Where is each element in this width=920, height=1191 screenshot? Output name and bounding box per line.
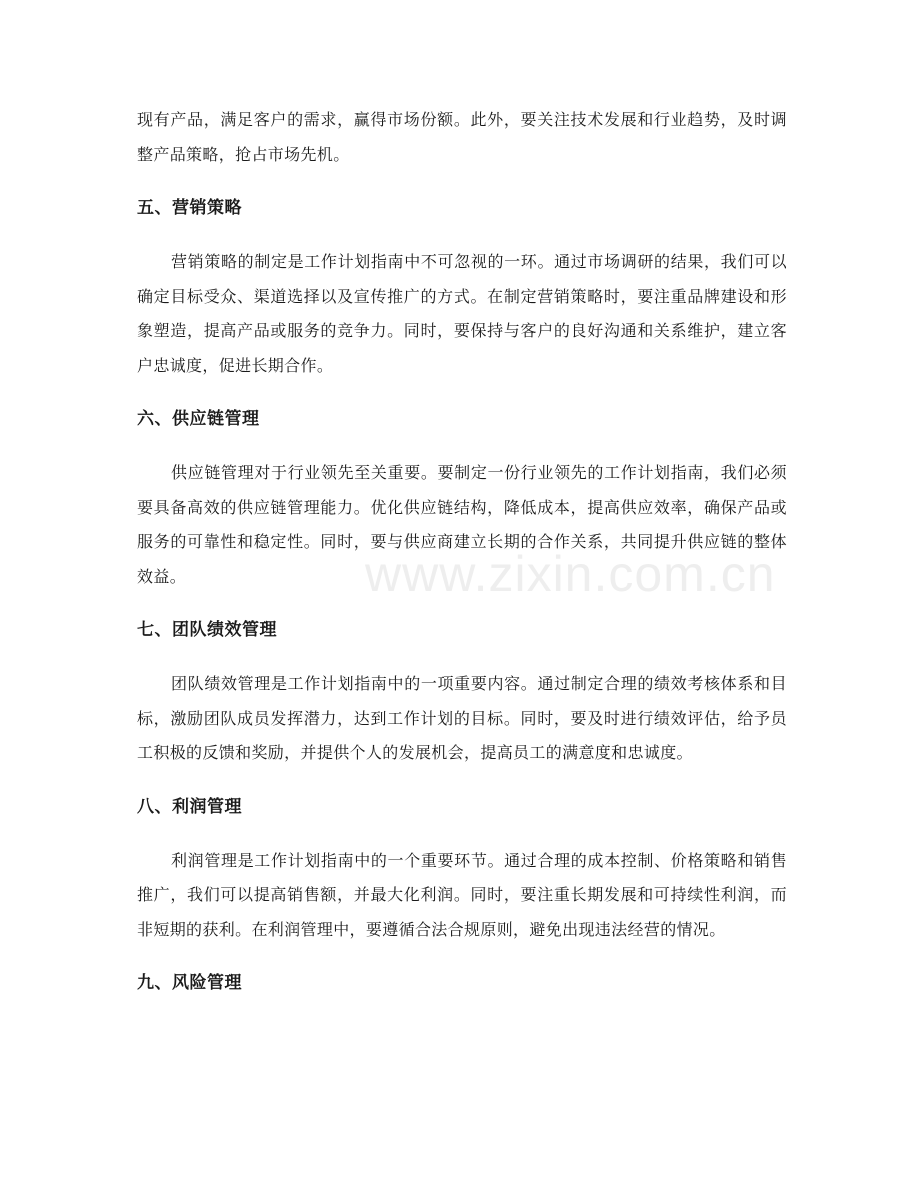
section-heading-supply-chain: 六、供应链管理	[137, 409, 260, 429]
section-body-supply-chain: 供应链管理对于行业领先至关重要。要制定一份行业领先的工作计划指南，我们必须要具备高效的供应链管理能力。优化供应链结构，降低成本，提高供应效率，确保产品或服务的可靠性和稳定性。同时，要与供应商建立长期的合作关系，共同提升供应链的整体效益。	[137, 463, 787, 586]
intro-paragraph: 现有产品，满足客户的需求，赢得市场份额。此外，要关注技术发展和行业趋势，及时调整产品策略，抢占市场先机。	[137, 110, 787, 164]
section-body-marketing: 营销策略的制定是工作计划指南中不可忽视的一环。通过市场调研的结果，我们可以确定目标受众、渠道选择以及宣传推广的方式。在制定营销策略时，要注重品牌建设和形象塑造，提高产品或服务的竞争力。同时，要保持与客户的良好沟通和关系维护，建立客户忠诚度，促进长期合作。	[137, 252, 787, 375]
document-content	[137, 103, 787, 1000]
section-body-profit: 利润管理是工作计划指南中的一个重要环节。通过合理的成本控制、价格策略和销售推广，我们可以提高销售额，并最大化利润。同时，要注重长期发展和可持续性利润，而非短期的获利。在利润管理中，要遵循合法合规原则，避免出现违法经营的情况。	[137, 850, 787, 939]
section-heading-profit: 八、利润管理	[137, 796, 242, 817]
section-heading-team-performance: 七、团队绩效管理	[137, 620, 277, 640]
watermark: www.zixin.com.cn	[365, 546, 776, 602]
section-heading-risk: 九、风险管理	[137, 973, 242, 993]
section-body-team-performance: 团队绩效管理是工作计划指南中的一项重要内容。通过制定合理的绩效考核体系和目标，激励团队成员发挥潜力，达到工作计划的目标。同时，要及时进行绩效评估，给予员工积极的反馈和奖励，并提供个人的发展机会，提高员工的满意度和忠诚度。	[137, 674, 787, 762]
section-heading-marketing: 五、营销策略	[137, 198, 242, 218]
